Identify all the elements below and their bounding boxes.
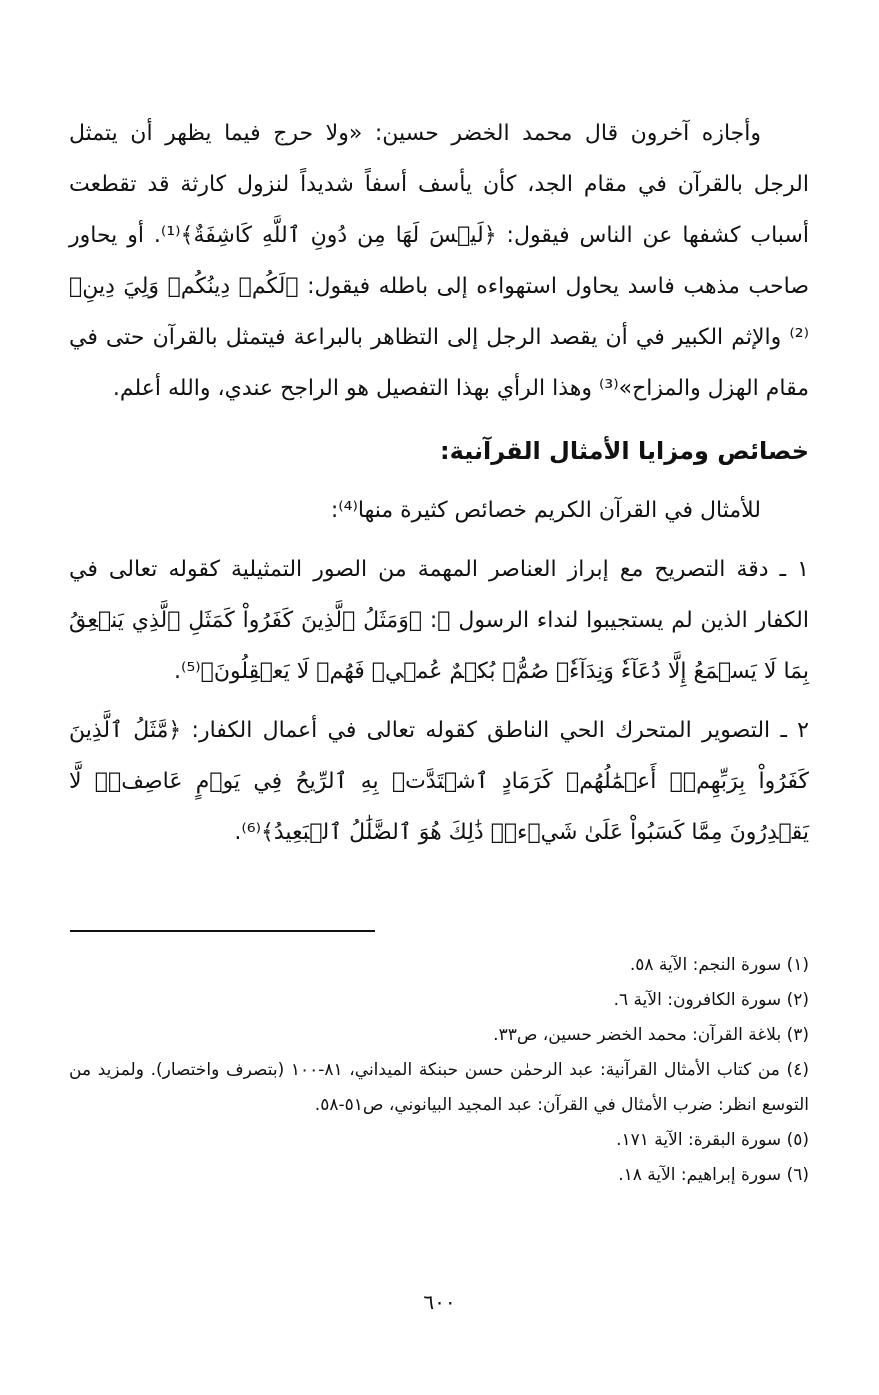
footnote-4: (٤) من كتاب الأمثال القرآنية: عبد الرحمٰن حسن حبنكة الميداني، ٨١-١٠٠ (بتصرف واختصار). ولمزيد من التوسع انظر: ضرب الأمثال في القرآن: عبد المجيد البيانوني، ص٥١-٥٨. <box>69 1060 809 1115</box>
footnote-3: (٣) بلاغة القرآن: محمد الخضر حسين، ص٣٣. <box>493 1025 809 1045</box>
footnotes <box>69 948 809 1193</box>
footnote-divider <box>70 930 375 932</box>
opening-paragraph: وأجازه آخرون قال محمد الخضر حسين: «ولا حرج فيما يظهر أن يتمثل الرجل بالقرآن في مقام الجد، كأن يأسف أسفاً شديداً لنزول كارثة قد تقطعت أسباب كشفها عن الناس فيقول: ﴿لَيۡسَ لَهَا مِن دُونِ ٱللَّهِ كَاشِفَةٌ﴾⁽¹⁾. أو يحاور صاحب مذهب فاسد يحاول استهواءه إلى باطله فيقول: ﴿لَكُمۡ دِينُكُمۡ وَلِيَ دِينِ﴾⁽²⁾ والإثم الكبير في أن يقصد الرجل إلى التظاهر بالبراعة فيتمثل بالقرآن حتى في مقام الهزل والمزاح»⁽³⁾ وهذا الرأي بهذا التفصيل هو الراجح عندي، والله أعلم. <box>69 121 809 401</box>
list-item-1: ١ ـ دقة التصريح مع إبراز العناصر المهمة من الصور التمثيلية كقوله تعالى في الكفار الذين لم يستجيبوا لنداء الرسول ﷺ: ﴿وَمَثَلُ ٱلَّذِينَ كَفَرُواْ كَمَثَلِ ٱلَّذِي يَنۡعِقُ بِمَا لَا يَسۡمَعُ إِلَّا دُعَآءٗ وَنِدَآءٗۚ صُمُّۢ بُكۡمٌ عُمۡيٞ فَهُمۡ لَا يَعۡقِلُونَ﴾⁽⁵⁾. <box>69 557 809 684</box>
page-number: ٦٠٠ <box>423 1290 456 1314</box>
footnote-2: (٢) سورة الكافرون: الآية ٦. <box>613 990 809 1010</box>
main-text <box>69 108 809 858</box>
list-item-2: ٢ ـ التصوير المتحرك الحي الناطق كقوله تعالى في أعمال الكفار: ﴿مَّثَلُ ٱلَّذِينَ كَفَرُواْ بِرَبِّهِمۡۖ أَعۡمَٰلُهُمۡ كَرَمَادٍ ٱشۡتَدَّتۡ بِهِ ٱلرِّيحُ فِي يَوۡمٍ عَاصِفٖۖ لَّا يَقۡدِرُونَ مِمَّا كَسَبُواْ عَلَىٰ شَيۡءٖۚ ذَٰلِكَ هُوَ ٱلضَّلَٰلُ ٱلۡبَعِيدُ﴾⁽⁶⁾. <box>69 718 809 845</box>
footnote-1: (١) سورة النجم: الآية ٥٨. <box>629 955 809 975</box>
section-heading: خصائص ومزايا الأمثال القرآنية: <box>440 437 809 465</box>
footnote-5: (٥) سورة البقرة: الآية ١٧١. <box>616 1130 809 1150</box>
footnote-6: (٦) سورة إبراهيم: الآية ١٨. <box>618 1165 809 1185</box>
intro-line: للأمثال في القرآن الكريم خصائص كثيرة منها⁽⁴⁾: <box>330 498 761 523</box>
